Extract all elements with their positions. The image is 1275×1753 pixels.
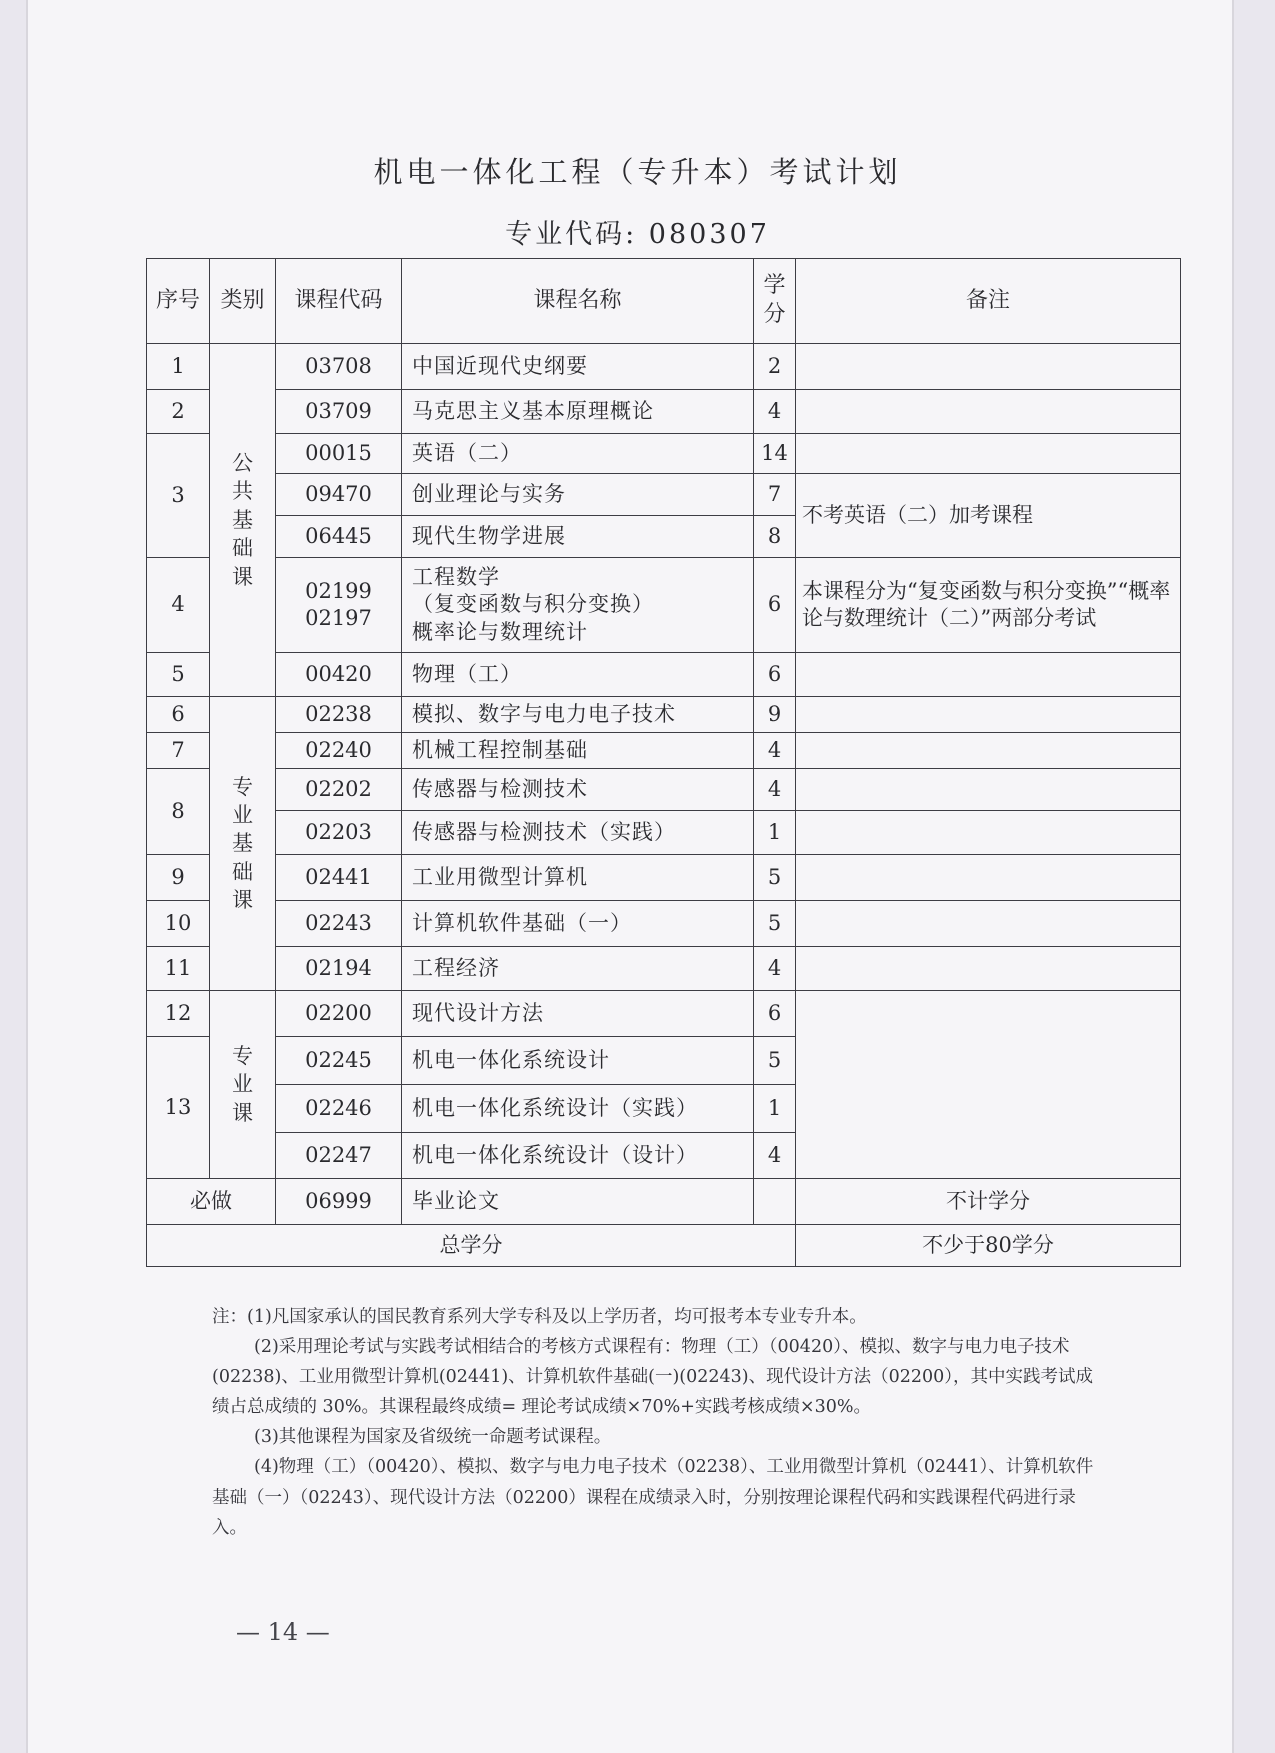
header-category: 类别 <box>210 259 276 344</box>
header-seq: 序号 <box>147 259 210 344</box>
row-credit: 5 <box>754 1037 796 1085</box>
row-code: 02238 <box>276 697 402 733</box>
row-name: 机电一体化系统设计（设计） <box>402 1133 754 1179</box>
note-1: 注：(1)凡国家承认的国民教育系列大学专科及以上学历者，均可报考本专业专升本。 <box>212 1307 867 1327</box>
row-credit: 8 <box>754 516 796 558</box>
header-name: 课程名称 <box>402 259 754 344</box>
row-code: 02202 <box>276 769 402 811</box>
row-credit: 6 <box>754 653 796 697</box>
row-name: 创业理论与实务 <box>402 474 754 516</box>
row-credit: 4 <box>754 733 796 769</box>
category-major-basic: 专 业 基 础 课 <box>210 697 276 991</box>
row-code: 02247 <box>276 1133 402 1179</box>
row-remark <box>796 991 1181 1179</box>
table-row <box>147 390 1181 434</box>
thesis-code: 06999 <box>276 1179 402 1225</box>
row-seq: 7 <box>147 733 210 769</box>
row-remark <box>796 434 1181 474</box>
table-header-row <box>147 259 1181 344</box>
table-row <box>147 991 1181 1037</box>
row-code: 02199 02197 <box>276 558 402 653</box>
row-remark <box>796 697 1181 733</box>
row-remark <box>796 947 1181 991</box>
row-seq: 8 <box>147 769 210 855</box>
major-code: 专业代码: 080307 <box>505 219 770 250</box>
row-credit: 6 <box>754 558 796 653</box>
row-seq: 2 <box>147 390 210 434</box>
table-row <box>147 901 1181 947</box>
thesis-label: 必做 <box>147 1179 276 1225</box>
row-seq: 10 <box>147 901 210 947</box>
thesis-remark: 不计学分 <box>796 1179 1181 1225</box>
row-name: 英语（二） <box>402 434 754 474</box>
table-row <box>147 474 1181 516</box>
row-name: 现代设计方法 <box>402 991 754 1037</box>
note-4: (4)物理（工）（00420）、模拟、数字与电力电子技术（02238）、工业用微型计算机（02441）、计算机软件基础（一）（02243）、现代设计方法（02200）课程在成绩录入时，分别按理论课程代码和实践课程代码进行录入。 <box>212 1457 1094 1538</box>
table-row <box>147 344 1181 390</box>
row-credit: 4 <box>754 769 796 811</box>
row-credit: 4 <box>754 947 796 991</box>
remark-english-alt: 不考英语（二）加考课程 <box>796 474 1181 558</box>
page-title: 机电一体化工程（专升本）考试计划 <box>373 155 902 189</box>
row-remark <box>796 390 1181 434</box>
row-credit: 1 <box>754 811 796 855</box>
table-row <box>147 769 1181 811</box>
row-seq: 3 <box>147 434 210 558</box>
row-remark <box>796 769 1181 811</box>
table-row <box>147 733 1181 769</box>
thesis-credit <box>754 1179 796 1225</box>
row-seq: 1 <box>147 344 210 390</box>
category-public: 公 共 基 础 课 <box>210 344 276 697</box>
row-name: 中国近现代史纲要 <box>402 344 754 390</box>
table-row <box>147 434 1181 474</box>
header-credit: 学分 <box>754 259 796 344</box>
row-credit: 7 <box>754 474 796 516</box>
row-remark <box>796 344 1181 390</box>
row-seq: 9 <box>147 855 210 901</box>
category-major: 专 业 课 <box>210 991 276 1179</box>
total-row <box>147 1225 1181 1267</box>
table-row <box>147 947 1181 991</box>
row-credit: 2 <box>754 344 796 390</box>
row-name: 机电一体化系统设计 <box>402 1037 754 1085</box>
header-remark: 备注 <box>796 259 1181 344</box>
row-name: 传感器与检测技术（实践） <box>402 811 754 855</box>
row-code: 02200 <box>276 991 402 1037</box>
row-seq: 4 <box>147 558 210 653</box>
row-name: 计算机软件基础（一） <box>402 901 754 947</box>
row-credit: 14 <box>754 434 796 474</box>
thesis-name: 毕业论文 <box>402 1179 754 1225</box>
row-seq: 5 <box>147 653 210 697</box>
note-3: (3)其他课程为国家及省级统一命题考试课程。 <box>254 1427 612 1448</box>
row-credit: 1 <box>754 1085 796 1133</box>
row-name: 工程数学 （复变函数与积分变换） 概率论与数理统计 <box>402 558 754 653</box>
row-name: 机电一体化系统设计（实践） <box>402 1085 754 1133</box>
row-code: 02194 <box>276 947 402 991</box>
row-name: 物理（工） <box>402 653 754 697</box>
row-credit: 9 <box>754 697 796 733</box>
row-code: 03708 <box>276 344 402 390</box>
header-code: 课程代码 <box>276 259 402 344</box>
notes <box>212 1302 1102 1543</box>
row-code: 02203 <box>276 811 402 855</box>
row-seq: 13 <box>147 1037 210 1179</box>
row-credit: 4 <box>754 390 796 434</box>
row-code: 03709 <box>276 390 402 434</box>
row-name: 模拟、数字与电力电子技术 <box>402 697 754 733</box>
row-remark <box>796 811 1181 855</box>
total-value: 不少于80学分 <box>796 1225 1181 1267</box>
row-remark <box>796 653 1181 697</box>
note-2: (2)采用理论考试与实践考试相结合的考核方式课程有：物理（工）（00420）、模拟、数字与电力电子技术(02238)、工业用微型计算机(02441)、计算机软件基础(一)(02243)、现代设计方法（02200），其中实践考试成绩占总成绩的 30%。其课程最终成绩= 理论考试成绩×70%+实践考核成绩×30%。 <box>212 1337 1094 1418</box>
row-name: 马克思主义基本原理概论 <box>402 390 754 434</box>
row-credit: 5 <box>754 901 796 947</box>
row-credit: 6 <box>754 991 796 1037</box>
table-row <box>147 653 1181 697</box>
row-remark <box>796 855 1181 901</box>
row-code: 09470 <box>276 474 402 516</box>
row-seq: 11 <box>147 947 210 991</box>
row-code: 02441 <box>276 855 402 901</box>
row-name: 工程经济 <box>402 947 754 991</box>
table-row <box>147 558 1181 653</box>
exam-plan-table <box>146 258 1181 1267</box>
total-label: 总学分 <box>147 1225 796 1267</box>
row-code: 00015 <box>276 434 402 474</box>
table-row <box>147 697 1181 733</box>
row-code: 02240 <box>276 733 402 769</box>
row-name: 传感器与检测技术 <box>402 769 754 811</box>
remark-math-split: 本课程分为“复变函数与积分变换”“概率论与数理统计（二）”两部分考试 <box>796 558 1181 653</box>
row-remark <box>796 901 1181 947</box>
row-code: 02246 <box>276 1085 402 1133</box>
row-remark <box>796 733 1181 769</box>
row-name: 现代生物学进展 <box>402 516 754 558</box>
thesis-row <box>147 1179 1181 1225</box>
table-row <box>147 855 1181 901</box>
row-name: 工业用微型计算机 <box>402 855 754 901</box>
row-code: 02245 <box>276 1037 402 1085</box>
table-row <box>147 811 1181 855</box>
row-code: 00420 <box>276 653 402 697</box>
row-code: 06445 <box>276 516 402 558</box>
row-seq: 12 <box>147 991 210 1037</box>
row-credit: 5 <box>754 855 796 901</box>
row-seq: 6 <box>147 697 210 733</box>
row-code: 02243 <box>276 901 402 947</box>
row-name: 机械工程控制基础 <box>402 733 754 769</box>
row-credit: 4 <box>754 1133 796 1179</box>
page-number: — 14 — <box>236 1618 330 1646</box>
